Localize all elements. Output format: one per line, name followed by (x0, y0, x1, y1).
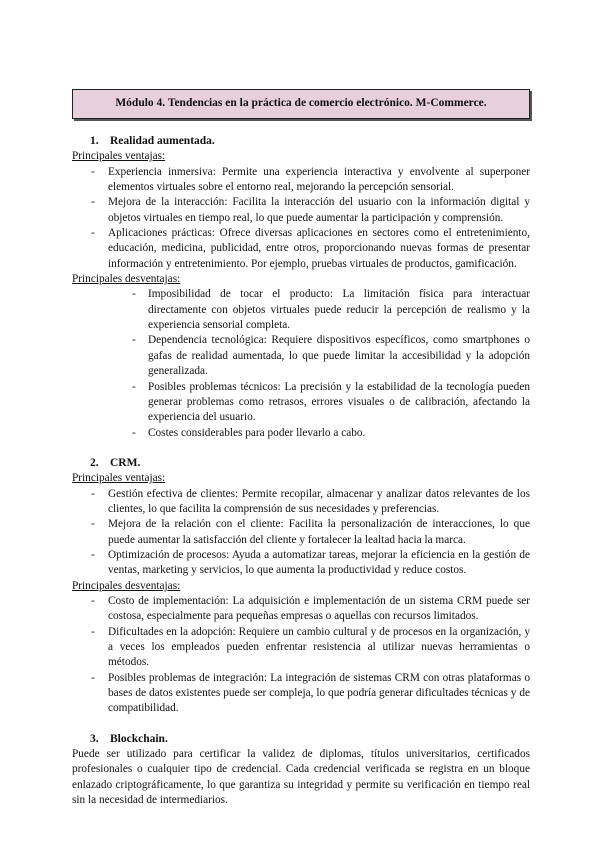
list-item: - Dificultades en la adopción: Requiere un cambio cultural y de procesos en la organización, y a veces los empleados pueden enfrentar resistencia al utilizar nuevas herramientas o métodos. (72, 625, 530, 671)
advantages-label: Principales ventajas: (72, 150, 166, 163)
list-item: - Imposibilidad de tocar el producto: La limitación física para interactuar directamente con objetos virtuales puede reducir la percepción de realismo y la experiencia sensorial completa. (72, 287, 530, 333)
disadvantages-list (72, 287, 530, 440)
disadvantages-label: Principales desventajas: (72, 273, 181, 286)
document-title: Módulo 4. Tendencias en la práctica de comercio electrónico. M-Commerce. (72, 89, 530, 119)
section-title: Realidad aumentada. (110, 135, 215, 147)
list-item: - Costo de implementación: La adquisición e implementación de un sistema CRM puede ser costosa, especialmente para pequeñas empresas o aquellas con recursos limitados. (72, 594, 530, 625)
list-item: - Optimización de procesos: Ayuda a automatizar tareas, mejorar la eficiencia en la gestión de ventas, marketing y servicios, lo que aumenta la productividad y reduce costos. (72, 548, 530, 579)
list-item: - Posibles problemas técnicos: La precisión y la estabilidad de la tecnología pueden generar problemas como retrasos, errores visuales o de calibración, afectando la experiencia del usuario. (72, 380, 530, 426)
section-heading-1 (72, 134, 530, 149)
list-item: - Gestión efectiva de clientes: Permite recopilar, almacenar y analizar datos relevantes de los clientes, lo que facilita la comprensión de sus necesidades y preferencias. (72, 487, 530, 518)
document-page (72, 89, 530, 808)
section-heading-2 (72, 456, 530, 471)
list-item: - Experiencia inmersiva: Permite una experiencia interactiva y envolvente al superponer elementos virtuales sobre el entorno real, mejorando la percepción sensorial. (72, 165, 530, 196)
section-number: 2. (90, 456, 99, 469)
section-number: 1. (90, 135, 99, 147)
section-number: 3. (90, 732, 99, 745)
list-item: - Mejora de la interacción: Facilita la interacción del usuario con la información digital y objetos virtuales en tiempo real, lo que puede aumentar la participación y comprensión. (72, 195, 530, 226)
list-item: - Costes considerables para poder llevarlo a cabo. (72, 426, 530, 441)
list-item: - Dependencia tecnológica: Requiere dispositivos específicos, como smartphones o gafas de realidad aumentada, lo que puede limitar la accesibilidad y la adopción generalizada. (72, 333, 530, 379)
advantages-label: Principales ventajas: (72, 472, 166, 485)
section-heading-3 (72, 732, 530, 747)
disadvantages-list (72, 594, 530, 717)
list-item: - Mejora de la relación con el cliente: Facilita la personalización de interacciones, lo que puede aumentar la satisfacción del cliente y fortalecer la lealtad hacia la marca. (72, 517, 530, 548)
advantages-list (72, 165, 530, 272)
list-item: - Aplicaciones prácticas: Ofrece diversas aplicaciones en sectores como el entretenimiento, educación, medicina, publicidad, entre otros, proporcionando nuevas formas de presentar información y entretenimiento. Por ejemplo, pruebas virtuales de productos, gamificación. (72, 226, 530, 272)
section-title: CRM. (110, 456, 141, 469)
advantages-list (72, 487, 530, 579)
disadvantages-label: Principales desventajas: (72, 579, 181, 592)
section-title: Blockchain. (110, 732, 168, 745)
section-paragraph: Puede ser utilizado para certificar la validez de diplomas, títulos universitarios, certificados profesionales o cualquier tipo de credencial. Cada credencial verificada se registra en un bloque enlazado criptográficamente, lo que garantiza su integridad y permite su verificación en tiempo real sin la necesidad de intermediarios. (72, 748, 530, 807)
list-item: - Posibles problemas de integración: La integración de sistemas CRM con otras plataformas o bases de datos existentes puede ser compleja, lo que podría generar dificultades técnicas y de compatibilidad. (72, 671, 530, 717)
